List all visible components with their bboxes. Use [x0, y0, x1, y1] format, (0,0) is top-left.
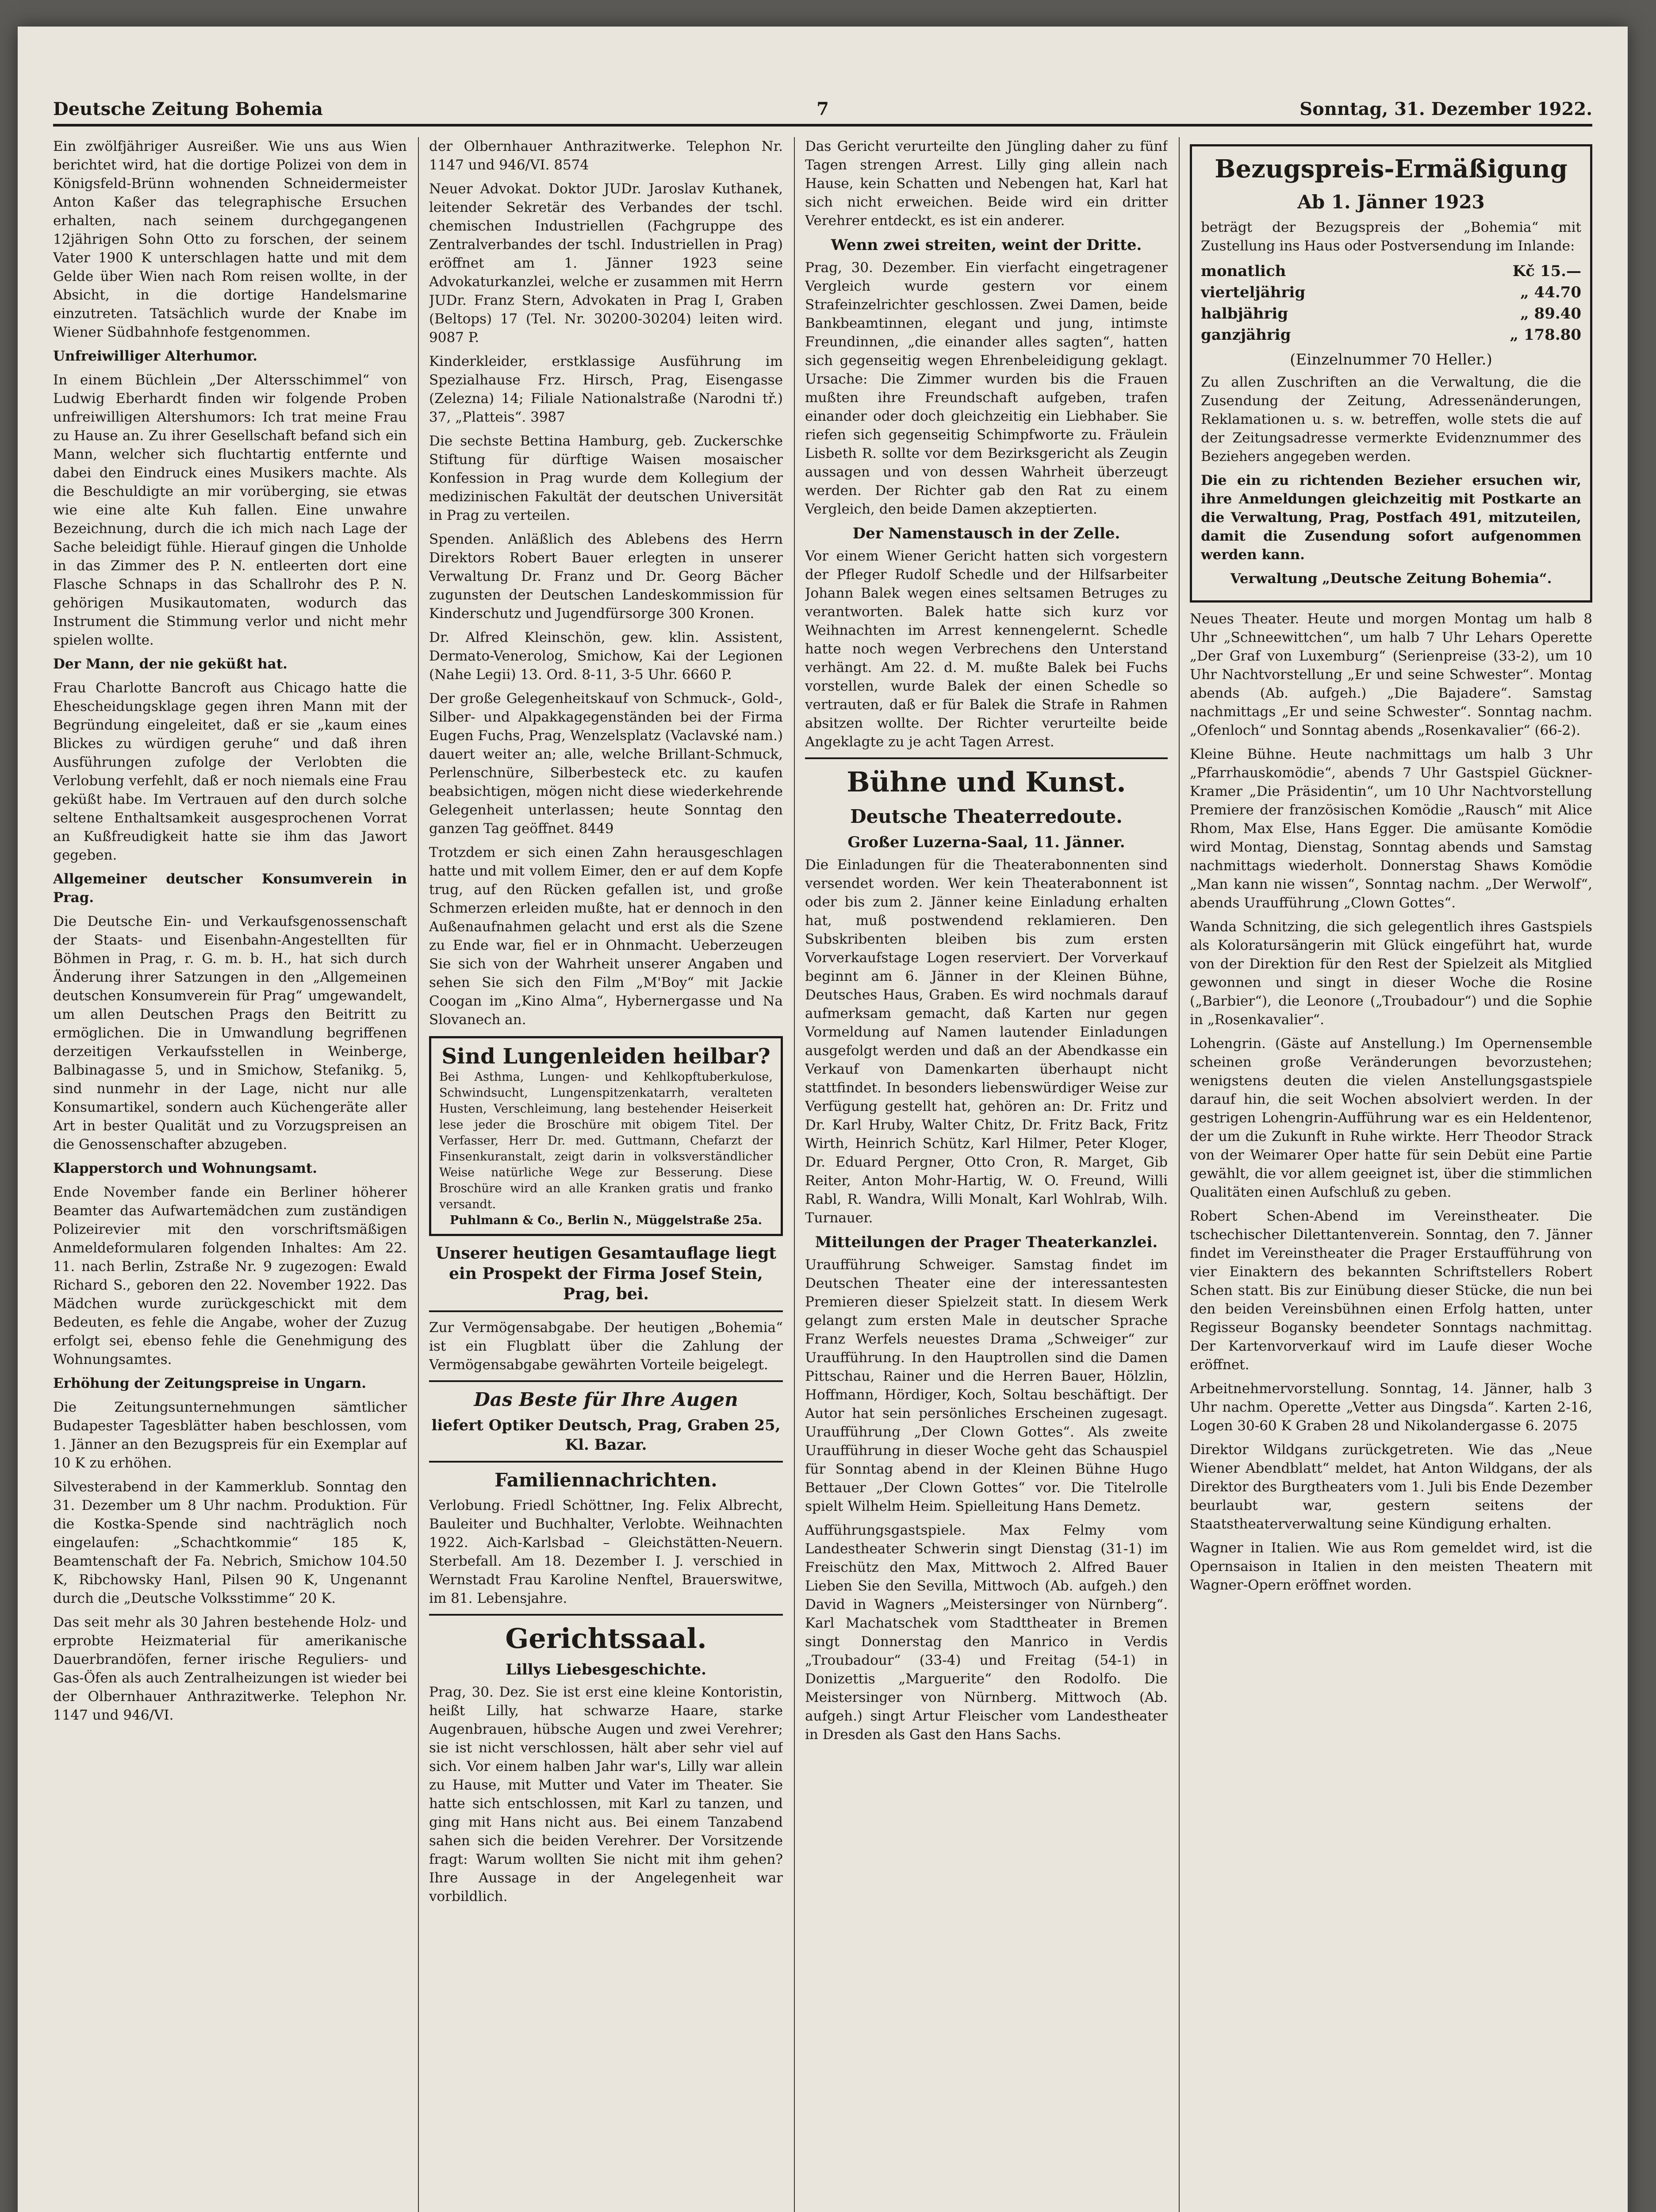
article-verdict: Das Gericht verurteilte den Jüngling daher zu fünf Tagen strengen Arrest. Lilly ging allein nach Hause, kein Schatten und Nebengen hat, Karl hat sich nicht erweichen. Beide wird ein dritter Verehrer entdeckt, es ist ein anderer.	[805, 138, 1168, 229]
subscription-note-1: Zu allen Zuschriften an die Verwaltung, die die Zusendung der Zeitung, Adressenänderungen, Reklamationen u. s. w. betreffen, wolle stets die auf der Zeitungsadresse vermerkte Evidenznummer des Beziehers angegeben werden.	[1201, 374, 1581, 465]
column-4	[1190, 137, 1592, 2212]
article-schnitzing: Wanda Schnitzing, die sich gelegentlich ihres Gastspiels als Koloratursängerin mit Glück eingeführt hat, wurde von der Direktion für den Rest der Spielzeit als Mitglied gewonnen und singt in dieser Woche die Rosine („Barbier“), die Leonore („Troubadour“) und die Sophie in „Rosenkavalier“.	[1190, 919, 1592, 1028]
headline-humor: Unfreiwilliger Alterhumor.	[53, 348, 258, 364]
article-kiss: Frau Charlotte Bancroft aus Chicago hatte die Ehescheidungsklage gegen ihren Mann mit der Begründung eingeleitet, daß er sie „kaum eines Blickes zu würdigen geruhe“ und daß ihren Ausführungen zufolge der Verlobten die Verlobung verfehlt, daß er noch niemals eine Frau geküßt habe. Im Vertrauen auf den durch solche seltene Enthaltsamkeit ausgesprochenen Vorrat an Kußfreudigkeit hatte sie ihm das Jawort gegeben.	[53, 680, 407, 863]
single-copy-price: (Einzelnummer 70 Heller.)	[1290, 351, 1492, 369]
headline-kiss: Der Mann, der nie geküßt hat.	[53, 656, 288, 672]
article-guest: Aufführungsgastspiele. Max Felmy vom Landestheater Schwerin singt Dienstag (31-1) im Freischütz den Max, Mittwoch 2. Alfred Bauer Lieben Sie den Sevilla, Mittwoch (Ab. aufgeh.) den David in Wagners „Meistersinger von Nürnberg“. Karl Machatschek vom Stadttheater in Bremen singt Donnerstag den Manrico in Verdis „Troubadour“ (33-4) und Freitag (54-1) in Donizettis „Marguerite“ den Rodolfo. Die Meistersinger von Nürnberg. Mittwoch (Ab. aufgeh.) singt Artur Fleischer vom Landestheater in Dresden als Gast den Hans Sachs.	[805, 1522, 1168, 1743]
price-row	[1201, 282, 1581, 303]
ad-jewelry: Der große Gelegenheitskauf von Schmuck-, Gold-, Silber- und Alpakkagegenständen bei der Firma Eugen Fuchs, Prag, Wenzelsplatz (Vaclavské nam.) dauert weiter an; alle, welche Brillant-Schmuck, Perlenschnüre, Silberbesteck etc. zu kaufen beabsichtigen, mögen nicht diese wiederkehrende Gelegenheit unterlassen; heute Sonntag den ganzen Tag geöffnet. 8449	[429, 691, 783, 837]
court-text: Prag, 30. Dez. Sie ist erst eine kleine Kontoristin, heißt Lilly, hat schwarze Haare, starke Augenbrauen, hübsche Augen und zwei Verehrer; sie ist nicht verschlossen, hält aber sehr viel auf sich. Vor einem halben Jahr war's, Lilly war allein zu Hause, mit Mutter und Vater im Theater. Sie hatte sich entschlossen, mit Karl zu tanzen, und ging mit Hans nicht aus. Bei einem Tanzabend sahen sich die beiden Verehrer. Der Vorsitzende fragt: Warum wollten Sie nicht mit ihm gehen? Ihre Aussage in der Angelegenheit war vorbildlich.	[429, 1684, 783, 1905]
headline-hungary: Erhöhung der Zeitungspreise in Ungarn.	[53, 1375, 367, 1391]
ad-kinderkleider: Kinderkleider, erstklassige Ausführung im Spezialhause Frz. Hirsch, Prag, Eisengasse (Zelezna) 14; Filiale Nationalstraße (Narodni tř.) 37, „Platteis“. 3987	[429, 353, 783, 425]
subscription-note-2: Die ein zu richtenden Bezieher ersuchen wir, ihre Anmeldungen gleichzeitig mit Postkarte an die Verwaltung, Prag, Postfach 491, mitzuteilen, damit die Zusendung sofort aufgenommen werden kann.	[1201, 472, 1581, 563]
family-text: Verlobung. Friedl Schöttner, Ing. Felix Albrecht, Bauleiter und Buchhalter, Verlobte. Weihnachten 1922. Aich-Karlsbad – Gleichstätten-Neuern. Sterbefall. Am 18. Dezember I. J. verschied in Wernstadt Frau Karoline Nenftel, Brauerswitwe, im 81. Lebensjahre.	[429, 1498, 783, 1606]
newspaper-page	[18, 27, 1628, 2212]
subscription-date: Ab 1. Jänner 1923	[1297, 191, 1485, 213]
ad-lung-box	[429, 1036, 783, 1236]
column-divider	[794, 137, 795, 2212]
court-subtitle: Lillys Liebesgeschichte.	[506, 1661, 706, 1678]
ad-optician-text: liefert Optiker Deutsch, Prag, Graben 25, Kl. Bazar.	[431, 1417, 781, 1454]
price-row	[1201, 261, 1581, 282]
family-title: Familiennachrichten.	[494, 1469, 717, 1491]
article-redoute: Die Einladungen für die Theaterabonnenten sind versendet worden. Wer kein Theaterabonnent ist oder bis zum 2. Jänner keine Einladung erhalten hat, muß postwendend reklamieren. Den Subskribenten bleiben bis zum ersten Vorverkaufstage Logen reserviert. Der Vorverkauf beginnt am 6. Jänner in der Kleinen Bühne, Deutsches Haus, Graben. Es wird nochmals darauf aufmerksam gemacht, daß Karten nur gegen Vormeldung auf Namen lautender Einladungen ausgefolgt werden und daß an der Abendkasse ein Verkauf von Damenkarten überhaupt nicht stattfindet. In besonders liebenswürdiger Weise zur Verfügung gestellt hat, gehören an: Dr. Fritz und Dr. Karl Hruby, Walter Chitz, Dr. Fritz Back, Fritz Wirth, Heinrich Schütz, Karl Hilmer, Peter Kloger, Dr. Eduard Pergner, Otto Cron, R. Marget, Gib Reiter, Anton Mohr-Hartig, W. O. Freund, Willi Rabl, R. Wandra, Willi Monalt, Karl Wohlrab, Wilh. Turnauer.	[805, 857, 1168, 1226]
ad-optician-title: Das Beste für Ihre Augen	[474, 1389, 738, 1410]
price-row	[1201, 303, 1581, 324]
divider	[805, 757, 1168, 759]
subscription-sign: Verwaltung „Deutsche Zeitung Bohemia“.	[1230, 571, 1552, 587]
price-row	[1201, 324, 1581, 346]
article-humor: In einem Büchlein „Der Altersschimmel“ von Ludwig Eberhardt finden wir folgende Proben unfreiwilligen Altershumors: Ich trat meine Frau zu Hause an. Zu ihrer Gesellschaft befand sich ein Mann, welcher sich fluchtartig entfernte und dabei den Eindruck eines Musikers machte. Als die Beschuldigte an mir vorüberging, sie etwas wie eine alte Kuh fallen. Eine unwahre Bezeichnung, durch die ich mich nach Lage der Sache beleidigt fühle. Hierauf gingen die Unholde in das Zimmer des P. N. entleerten dort eine Flasche Schnaps in das Schallrohr des P. N. gehörigen Musikautomaten, wodurch das Instrument die Stimmung verlor und nicht mehr spielen wollte.	[53, 372, 407, 648]
price-value: „ 178.80	[1510, 326, 1581, 344]
column-3	[805, 137, 1168, 2212]
price-value: „ 89.40	[1520, 305, 1581, 323]
divider	[429, 1380, 783, 1382]
subscription-title: Bezugspreis-Ermäßigung	[1215, 154, 1568, 184]
ad-lung-text: Bei Asthma, Lungen- und Kehlkopftuberkulose, Schwindsucht, Lungenspitzenkatarrh, veralteten Husten, Verschleimung, lang bestehender Heiserkeit lese jeder die Broschüre mit obigem Titel. Der Verfasser, Herr Dr. med. Guttmann, Chefarzt der Finsenkuranstalt, zeigt darin in volksverständlicher Weise natürliche Wege zur Besserung. Diese Broschüre wird an alle Kranken gratis und franko versandt.	[439, 1070, 773, 1211]
article-name-swap: Vor einem Wiener Gericht hatten sich vorgestern der Pfleger Rudolf Schedle und der Hilfsarbeiter Johann Balek wegen eines seltsamen Betruges zu verantworten. Balek hatte sich kurz vor Weihnachten im Arrest kennengelernt. Schedle hatte noch wegen Verbrechens den Unterstand verhängt. Am 22. d. M. mußte Balek bei Fuchs vorstellen, wurde Balek der einen Schedle so vertrauten, daß er für Balek die Strafe in Rahmen absitzen wollte. Der Richter verurteilte beide Angeklagte zu je acht Tagen Arrest.	[805, 548, 1168, 750]
subheadline-redoute: Großer Luzerna-Saal, 11. Jänner.	[847, 833, 1125, 851]
article-wagner-italy: Wagner in Italien. Wie aus Rom gemeldet wird, ist die Opernsaison in Italien in den meisten Theatern mit Wagner-Opern eröffnet worden.	[1190, 1540, 1592, 1593]
column-divider	[418, 137, 419, 2212]
headline-stork: Klapperstorch und Wohnungsamt.	[53, 1160, 317, 1176]
article-heating: Das seit mehr als 30 Jahren bestehende Holz- und erprobte Heizmaterial für amerikanische Dauerbrandöfen, ferner irische Reguliers- und Gas-Öfen als auch Zentralheizungen ist wieder bei der Olbernhauer Anthrazitwerke. Telephon Nr. 1147 und 946/VI.	[53, 1614, 407, 1723]
notice-prospekt: Unserer heutigen Gesamtauflage liegt ein Prospekt der Firma Josef Stein, Prag, bei.	[435, 1244, 777, 1303]
ad-anthracite: der Olbernhauer Anthrazitwerke. Telephon Nr. 1147 und 946/VI. 8574	[429, 138, 783, 173]
headline-name-swap: Der Namenstausch in der Zelle.	[852, 525, 1120, 542]
ad-lung-footer: Puhlmann & Co., Berlin N., Müggelstraße 25a.	[449, 1214, 763, 1227]
ad-film: Trotzdem er sich einen Zahn herausgeschlagen hatte und mit vollem Eimer, den er auf dem Kopfe trug, auf den Rücken gefallen ist, und große Schmerzen erleiden mußte, hat er dennoch in den Außenaufnahmen gelacht und erst als die Szene zu Ende war, fiel er in Ohnmacht. Ueberzeugen Sie sich von der Wahrheit unserer Angaben und sehen Sie sich den Film „M'Boy“ mit Jackie Coogan im „Kino Alma“, Hybernergasse und Na Slovanech an.	[429, 845, 783, 1028]
column-2	[429, 137, 783, 2212]
price-label: monatlich	[1201, 262, 1286, 280]
article-small-stage: Kleine Bühne. Heute nachmittags um halb 3 Uhr „Pfarrhauskomödie“, abends 7 Uhr Gastspiel Gückner-Kramer „Die Präsidentin“, um 10 Uhr Nachtvorstellung Premiere der französischen Komödie „Rausch“ mit Alice Rhom, Max Else, Hans Egger. Die amüsante Komödie wird Montag, Dienstag, Sonntag abends und Samstag nachmittags wiederholt. Donnerstag Shaws Komödie „Man kann nie wissen“, Sonntag nachm. „Der Werwolf“, abends Uraufführung „Clown Gottes“.	[1190, 746, 1592, 911]
article-runaway: Ein zwölfjähriger Ausreißer. Wie uns aus Wien berichtet wird, hat die dortige Polizei von dem in Königsfeld-Brünn wohnenden Schneidermeister Anton Kaßer das telegraphische Ersuchen erhalten, nach seinem durchgegangenen 12jährigen Sohn Otto zu forschen, der seinem Vater 1900 K unterschlagen hatte und mit dem Gelde über Wien nach Rom reisen wollte, in der Absicht, in die dortige Handelsmarine einzutreten. Tatsächlich wurde der Knabe im Wiener Südbahnhofe festgenommen.	[53, 138, 407, 340]
column-1	[53, 137, 407, 2212]
price-label: halbjährig	[1201, 305, 1288, 323]
page-number: 7	[816, 99, 829, 119]
notice-donations: Spenden. Anläßlich des Ablebens des Herrn Direktors Robert Bauer erlegten in unserer Verwaltung Dr. Franz und Dr. Georg Bächer zugunsten der Deutschen Landeskommission für Kinderschutz und Jugendfürsorge 300 Kronen.	[429, 531, 783, 622]
subscription-box	[1190, 144, 1592, 603]
price-value: „ 44.70	[1520, 284, 1581, 301]
headline-konsum: Allgemeiner deutscher Konsumverein in Prag.	[53, 871, 407, 906]
article-wildgans: Direktor Wildgans zurückgetreten. Wie das „Neue Wiener Abendblatt“ meldet, hat Anton Wildgans, der als Direktor des Burgtheaters vom 1. Juli bis Ende Dezember beurlaubt war, gestern seitens der Staatstheaterverwaltung seine Kündigung erhalten.	[1190, 1442, 1592, 1532]
notice-vermoegen: Zur Vermögensabgabe. Der heutigen „Bohemia“ ist ein Flugblatt über die Zahlung der Vermögensabgabe gewährten Vorteile beigelegt.	[429, 1320, 783, 1373]
column-divider	[1179, 137, 1180, 2212]
price-list	[1201, 261, 1581, 346]
article-silvester: Silvesterabend in der Kammerklub. Sonntag den 31. Dezember um 8 Uhr nachm. Produktion. Für die Kostka-Spende sind nachträglich noch eingelaufen: „Schachtkommie“ 185 K, Beamtenschaft der Fa. Nebrich, Smichow 104.50 K, Ribchowsky Hanl, Pilsen 90 K, Ungenannt durch die „Deutsche Volksstimme“ 20 K.	[53, 1479, 407, 1606]
article-lohengrin: Lohengrin. (Gäste auf Anstellung.) Im Opernensemble scheinen große Veränderungen bevorzustehen; wenigstens deuten die vielen Anstellungsgastspiele darauf hin, die seit Wochen absolviert werden. In der gestrigen Lohengrin-Aufführung war es ein Heldentenor, der um die Zukunft in Ruhe wirkte. Herr Theodor Strack von der Weimarer Oper hatte für sein Debüt eine Partie gewählt, die vor allem geeignet ist, über die stimmlichen Qualitäten einen Aufschluß zu geben.	[1190, 1036, 1592, 1200]
headline-two-quarrel: Wenn zwei streiten, weint der Dritte.	[831, 236, 1142, 254]
page-header	[53, 93, 1592, 127]
subscription-intro: beträgt der Bezugspreis der „Bohemia“ mit Zustellung ins Haus oder Postversendung im Inlande:	[1201, 219, 1581, 254]
section-title-stage: Bühne und Kunst.	[847, 766, 1126, 798]
article-robert-schen: Robert Schen-Abend im Vereinstheater. Die tschechischer Dilettantenverein. Sonntag, den 7. Jänner findet im Vereinstheater die Prager Erstaufführung von vier Einaktern des bekannten Schriftstellers Robert Schen statt. Bis zur Einübung dieser Stücke, die nun bei den beiden Vereinsbühnen einen Erfolg hatten, unter Regisseur Bogansky beendeter Sonntags nachmittag. Der Kartenvorverkauf wird im Laufe dieser Woche eröffnet.	[1190, 1208, 1592, 1373]
article-worker-show: Arbeitnehmervorstellung. Sonntag, 14. Jänner, halb 3 Uhr nachm. Operette „Vetter aus Dingsda“. Karten 2-16, Logen 30-60 K Graben 28 und Nikolandergasse 6. 2075	[1190, 1381, 1592, 1434]
price-value: Kč 15.—	[1512, 262, 1581, 280]
headline-theater-office: Mitteilungen der Prager Theaterkanzlei.	[815, 1233, 1158, 1251]
ad-doctor: Dr. Alfred Kleinschön, gew. klin. Assistent, Dermato-Venerolog, Smichow, Kai der Legionen (Nahe Legii) 13. Ord. 8-11, 3-5 Uhr. 6660 P.	[429, 630, 783, 683]
divider	[429, 1310, 783, 1312]
notice-advocate: Neuer Advokat. Doktor JUDr. Jaroslav Kuthanek, leitender Sekretär des Verbandes der tschl. chemischen Industriellen (Fachgruppe des Zentralverbandes der tschl. Industriellen in Prag) eröffnet am 1. Jänner 1923 seine Advokaturkanzlei, welche er zusammen mit Herrn JUDr. Franz Stern, Advokaten in Prag I, Graben (Beltops) 17 (Tel. Nr. 30200-30204) leiten wird. 9087 P.	[429, 181, 783, 346]
divider	[429, 1614, 783, 1616]
article-premieres: Uraufführung Schweiger. Samstag findet im Deutschen Theater eine der interessantesten Premieren dieser Spielzeit statt. In diesem Werk gelangt zum ersten Male in deutscher Sprache Franz Werfels neuestes Drama „Schweiger“ zur Uraufführung. In den Hauptrollen sind die Damen Pittschau, Rainer und die Herren Bauer, Hölzlin, Hoffmann, Hördiger, Koch, Soltau beschäftigt. Der Autor hat sein persönliches Erscheinen zugesagt. Uraufführung „Der Clown Gottes“. Als zweite Uraufführung in dieser Woche geht das Schauspiel für Sonntag abend in der Kleinen Bühne Hugo Bettauer „Der Clown Gottes“ vor. Die Titelrolle spielt Wilhelm Heim. Spielleitung Hans Demetz.	[805, 1257, 1168, 1514]
price-label: ganzjährig	[1201, 326, 1291, 344]
article-new-theater: Neues Theater. Heute und morgen Montag um halb 8 Uhr „Schneewittchen“, um halb 7 Uhr Lehars Operette „Der Graf von Luxemburg“ (Serienpreise (33-2), um 10 Uhr Nachtvorstellung „Er und seine Schwester“. Montag abends (Ab. aufgeh.) „Die Bajadere“. Samstag nachmittags „Er und seine Schwester“. Sonntag nachm. „Ofenloch“ und Sonntag abends „Rosenkavalier“ (66-2).	[1190, 611, 1592, 738]
court-title: Gerichtssaal.	[505, 1622, 707, 1655]
article-stork: Ende November fande ein Berliner höherer Beamter das Aufwartemädchen zum zuständigen Polizeirevier mit den vorschriftsmäßigen Anmeldeformularen folgenden Inhaltes: Am 22. 11. nach Berlin, Zstraße Nr. 9 zugezogen: Ewald Richard S., geboren den 22. November 1922. Das Mädchen wurde zurückgeschickt mit dem Bedeuten, es fehle die Angabe, woher der Zuzug erfolgt sei, ebenso fehle die Genehmigung des Wohnungsamtes.	[53, 1184, 407, 1367]
article-two-quarrel: Prag, 30. Dezember. Ein vierfacht eingetragener Vergleich wurde gestern vor einem Strafeinzelrichter geschlossen. Zwei Damen, beide Bankbeamtinnen, elegant und jung, intimste Freundinnen, „die einander alles sagten“, hatten sich gegenseitig wegen Ehrenbeleidigung geklagt. Ursache: Die Zimmer wurden bis die Frauen mußten ihre Freundschaft aufgeben, trafen einander oder doch gleichzeitig ein Liebhaber. Sie riefen sich gegenseitig Schimpfworte zu. Fräulein Lisbeth R. sollte vor dem Bezirksgericht als Zeugin aussagen und von dessen Wahrheit überzeugt werden. Der Richter gab den Rat zu einem Vergleich, den beide Damen akzeptierten.	[805, 260, 1168, 517]
price-label: vierteljährig	[1201, 284, 1306, 301]
issue-date: Sonntag, 31. Dezember 1922.	[1300, 99, 1592, 119]
divider	[429, 1461, 783, 1463]
article-hungary: Die Zeitungsunternehmungen sämtlicher Budapester Tagesblätter haben beschlossen, vom 1. Jänner an den Bezugspreis für ein Exemplar auf 10 K zu erhöhen.	[53, 1399, 407, 1471]
masthead: Deutsche Zeitung Bohemia	[53, 99, 323, 119]
ad-lung-title: Sind Lungenleiden heilbar?	[441, 1044, 770, 1069]
notice-foundation: Die sechste Bettina Hamburg, geb. Zuckerschke Stiftung für dürftige Waisen mosaischer Konfession in Prag wurde dem Kollegium der medizinischen Fakultät der deutschen Universität in Prag zu verteilen.	[429, 433, 783, 523]
article-konsum: Die Deutsche Ein- und Verkaufsgenossenschaft der Staats- und Eisenbahn-Angestellten für Böhmen in Prag, r. G. m. b. H., hat sich durch Änderung ihrer Satzungen in den „Allgemeinen deutschen Konsumverein für Prag“ umgewandelt, um allen Deutschen Prags den Beitritt zu ermöglichen. Die in Umwandlung begriffenen derzeitigen Verkaufsstellen in Weinberge, Balbinagasse 5, und in Smichow, Stefanikg. 5, sind nunmehr in der Lage, nicht nur alle Konsumartikel, sondern auch Küchengeräte aller Art in bester Qualität und zu Vorzugspreisen an die Genossenschafter abzugeben.	[53, 914, 407, 1152]
headline-redoute: Deutsche Theaterredoute.	[850, 806, 1123, 827]
